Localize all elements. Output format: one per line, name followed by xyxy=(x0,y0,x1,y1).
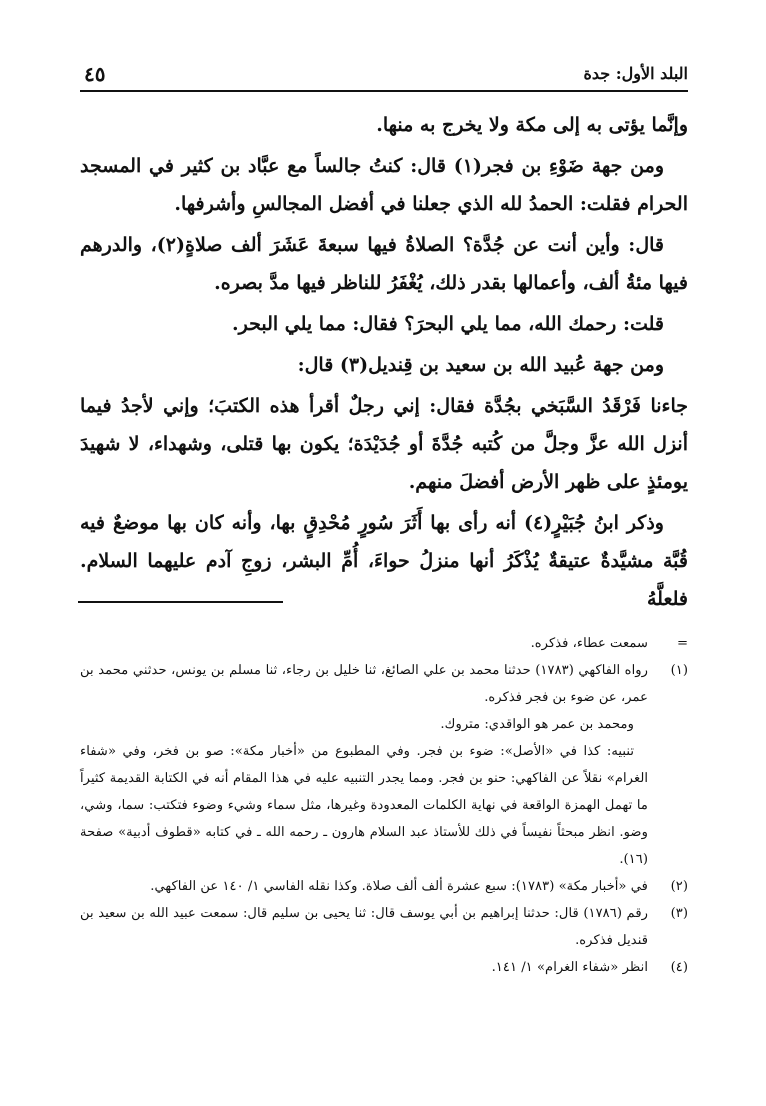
footnote-4 xyxy=(80,954,688,981)
continuation-marker: = xyxy=(676,636,688,651)
main-text xyxy=(80,106,688,618)
footnote-text: تنبيه: كذا في «الأصل»: ضوء بن فجر. وفي المطبوع من «أخبار مكة»: صو بن فخر، وفي «شفاء الغرام» نقلاً عن الفاكهي: حنو بن فجر. ومما يجدر التنبيه عليه في هذا المقام أنه في الكتابة القديمة كثيراً ما تهمل الهمزة الواقعة في نهاية الكلمات المعدودة وغيرها، مثل سماء وشيء وضوء فتكتب: سما، وشي، وضو. انظر مبحثاً نفيساً في ذلك للأستاذ عبد السلام هارون ـ رحمه الله ـ في كتابه «قطوف أدبية» صفحة (١٦). xyxy=(80,744,648,867)
footnote-text: رقم (١٧٨٦) قال: حدثنا إبراهيم بن أبي يوسف قال: ثنا يحيى بن سليم قال: سمعت عبيد الله بن سعيد بن قنديل فذكره. xyxy=(80,906,648,948)
footnote-1 xyxy=(80,657,688,873)
paragraph-1: وإنَّما يؤتى به إلى مكة ولا يخرج به منها. xyxy=(376,114,688,136)
footnote-text: انظر «شفاء الغرام» ١/ ١٤١. xyxy=(491,960,648,975)
running-title: البلد الأول: جدة xyxy=(583,64,688,83)
paragraph-5: ومن جهة عُبيد الله بن سعيد بن قِنديل(٣) قال: xyxy=(297,354,664,376)
footnote-marker: (١) xyxy=(670,663,688,678)
footnote-separator xyxy=(78,601,283,603)
footnote-marker: (٣) xyxy=(670,906,688,921)
footnote-text: ومحمد بن عمر هو الواقدي: متروك. xyxy=(440,717,634,732)
footnote-marker: (٢) xyxy=(670,879,688,894)
footnotes xyxy=(80,630,688,981)
footnote-text: سمعت عطاء، فذكره. xyxy=(530,636,648,651)
footnote-text: في «أخبار مكة» (١٧٨٣): سبع عشرة ألف ألف صلاة. وكذا نقله الفاسي ١/ ١٤٠ عن الفاكهي. xyxy=(150,879,648,894)
footnote-marker: (٤) xyxy=(670,960,688,975)
paragraph-6: جاءنا فَرْقَدُ السَّبَخي بجُدَّة فقال: إني رجلٌ أقرأ هذه الكتبَ؛ وإني لأجدُ فيما أنزل الله عزَّ وجلَّ من كُتبه جُدَّةَ أو جُدَيْدَة؛ يكون بها قتلى، وشهداء، لا شهيدَ يومئذٍ على ظهر الأرض أفضلَ منهم. xyxy=(80,395,688,493)
page-number: ٤٥ xyxy=(84,62,106,86)
page-header xyxy=(80,62,688,92)
footnote-2 xyxy=(80,873,688,900)
footnote-3 xyxy=(80,900,688,954)
paragraph-7: وذكر ابنُ جُبَيْرٍ(٤) أنه رأى بها أَثَرَ سُورٍ مُحْدِقٍ بها، وأنه كان بها موضعٌ فيه قُبَّة مشيَّدةٌ عتيقةٌ يُذْكَرُ أنها منزلُ حواءَ، أُمِّ البشر، زوجِ آدم عليهما السلام. فلعلَّهُ xyxy=(80,512,688,610)
footnote-text: رواه الفاكهي (١٧٨٣) حدثنا محمد بن علي الصائغ، ثنا خليل بن رجاء، ثنا مسلم بن يونس، حدثني محمد بن عمر، عن ضوء بن فجر فذكره. xyxy=(80,663,648,705)
paragraph-3: قال: وأين أنت عن جُدَّة؟ الصلاةُ فيها سبعةَ عَشَرَ ألف صلاةٍ(٢)، والدرهم فيها مئةُ ألف، وأعمالها بقدر ذلك، يُغْفَرُ للناظر فيها مدَّ بصره. xyxy=(80,234,688,294)
paragraph-4: قلت: رحمك الله، مما يلي البحرَ؟ فقال: مما يلي البحر. xyxy=(232,313,664,335)
paragraph-2: ومن جهة ضَوْءِ بن فجر(١) قال: كنتُ جالساً مع عبَّاد بن كثير في المسجد الحرام فقلت: الحمدُ لله الذي جعلنا في أفضل المجالسِ وأشرفها. xyxy=(80,155,688,215)
footnote-continuation xyxy=(80,630,688,657)
